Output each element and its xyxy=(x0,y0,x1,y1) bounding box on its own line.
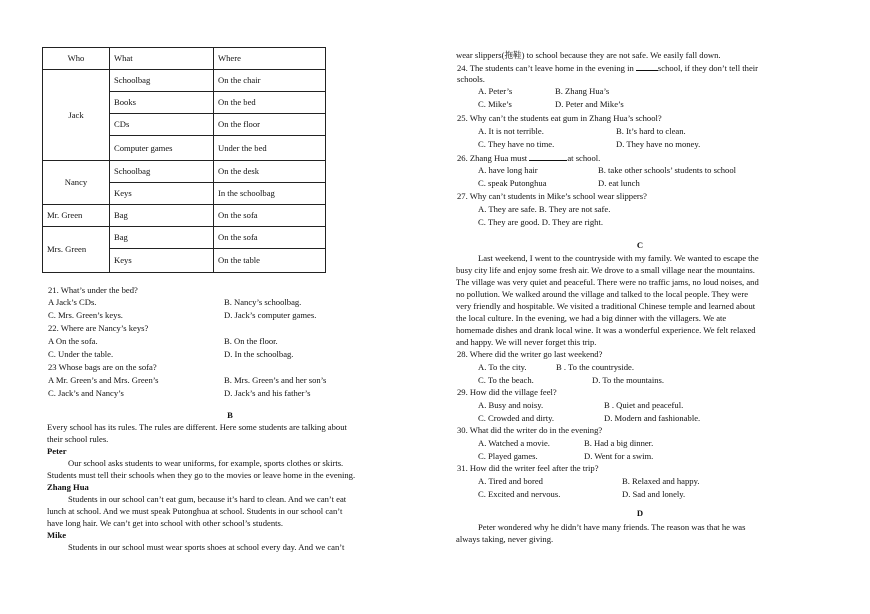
section-b-label: B xyxy=(227,410,233,420)
q28-option-c: C. To the beach. xyxy=(478,375,534,385)
q21-option-b: B. Nancy’s schoolbag. xyxy=(224,297,302,307)
q25-option-d: D. They have no money. xyxy=(616,139,701,149)
where-cell: On the desk xyxy=(214,161,326,183)
where-cell: On the sofa xyxy=(214,205,326,227)
section-c-label: C xyxy=(636,240,644,250)
peter-text: Students must tell their schools when they go to the movies or leave home in the evening. xyxy=(47,470,356,480)
table-row xyxy=(43,161,326,183)
q24-stem-part: 24. The students can’t leave home in the evening in xyxy=(457,63,634,73)
q23-stem: 23 Whose bags are on the sofa? xyxy=(48,362,157,372)
section-c-text: no pollution. We walked around the village and talked to the local people. They were xyxy=(456,289,749,299)
q28-option-b: B . To the countryside. xyxy=(556,362,635,372)
q29-option-c: C. Crowded and dirty. xyxy=(478,413,555,423)
q24-stem-part: school, if they don’t tell their xyxy=(657,63,759,73)
q25-stem: 25. Why can’t the students eat gum in Zhang Hua’s school? xyxy=(457,113,662,123)
answer-blank[interactable] xyxy=(529,151,567,161)
table-row xyxy=(43,227,326,249)
speaker-mike: Mike xyxy=(47,530,67,540)
q26-option-d: D. eat lunch xyxy=(598,178,640,188)
info-table xyxy=(42,47,326,273)
q23-option-c: C. Jack’s and Nancy’s xyxy=(48,388,124,398)
q26-option-c: C. speak Putonghua xyxy=(478,178,547,188)
q24-option-a: A. Peter’s xyxy=(478,86,513,96)
header-who: Who xyxy=(43,48,110,70)
q23-option-b: B. Mrs. Green’s and her son’s xyxy=(224,375,327,385)
q26-stem-part: at school. xyxy=(567,153,601,163)
q31-option-b: B. Relaxed and happy. xyxy=(622,476,700,486)
what-cell: Keys xyxy=(110,183,214,205)
table-header-row xyxy=(43,48,326,70)
zhang-text: lunch at school. And we must speak Putonghua at school. Students in our school can’t xyxy=(47,506,343,516)
zhang-text: have long hair. We can’t get into school with other school’s students. xyxy=(47,518,283,528)
section-d-text: always taking, never giving. xyxy=(456,534,554,544)
q26-option-b: B. take other schools’ students to school xyxy=(598,165,737,175)
q31-option-c: C. Excited and nervous. xyxy=(478,489,561,499)
q24-option-d: D. Peter and Mike’s xyxy=(555,99,624,109)
who-cell: Mr. Green xyxy=(43,205,110,227)
answer-blank[interactable] xyxy=(636,61,658,71)
what-cell: Bag xyxy=(110,227,214,249)
q30-option-c: C. Played games. xyxy=(478,451,538,461)
q21-option-a: A Jack’s CDs. xyxy=(48,297,97,307)
q23-option-a: A Mr. Green’s and Mrs. Green’s xyxy=(48,375,159,385)
q27-stem: 27. Why can’t students in Mike’s school wear slippers? xyxy=(457,191,647,201)
q26-option-a: A. have long hair xyxy=(478,165,538,175)
where-cell: On the sofa xyxy=(214,227,326,249)
q29-option-d: D. Modern and fashionable. xyxy=(604,413,701,423)
q30-option-a: A. Watched a movie. xyxy=(478,438,550,448)
q22-option-a: A On the sofa. xyxy=(48,336,98,346)
q29-option-b: B . Quiet and peaceful. xyxy=(604,400,684,410)
section-b-intro: their school rules. xyxy=(47,434,109,444)
who-cell: Mrs. Green xyxy=(43,227,110,273)
section-c-text: and happy. We will never forget this trip. xyxy=(456,337,597,347)
q30-option-d: D. Went for a swim. xyxy=(584,451,654,461)
q27-options-ab: A. They are safe. B. They are not safe. xyxy=(478,204,611,214)
section-c-text: busy city life and enjoy some fresh air. We drove to a small village near the mountains. xyxy=(456,265,755,275)
where-cell: On the chair xyxy=(214,70,326,92)
section-c-text: very friendly and hospitable. We visited a traditional Chinese temple and learned about xyxy=(456,301,756,311)
section-c-text: The village was very quiet and peaceful. There were no traffic jams, no loud noises, and xyxy=(456,277,759,287)
q28-option-d: D. To the mountains. xyxy=(592,375,665,385)
speaker-zhang-hua: Zhang Hua xyxy=(47,482,89,492)
section-c-text: Last weekend, I went to the countryside with my family. We wanted to escape the xyxy=(478,253,759,263)
q24-stem: schools. xyxy=(457,74,485,84)
section-d-text: Peter wondered why he didn’t have many friends. The reason was that he was xyxy=(478,522,746,532)
table-row xyxy=(43,205,326,227)
q25-option-a: A. It is not terrible. xyxy=(478,126,544,136)
header-where: Where xyxy=(214,48,326,70)
what-cell: Bag xyxy=(110,205,214,227)
what-cell: Computer games xyxy=(110,136,214,161)
section-d-label: D xyxy=(636,508,644,518)
q31-option-a: A. Tired and bored xyxy=(478,476,543,486)
q24-stem xyxy=(457,61,758,75)
header-what: What xyxy=(110,48,214,70)
q30-option-b: B. Had a big dinner. xyxy=(584,438,654,448)
where-cell: In the schoolbag xyxy=(214,183,326,205)
q22-option-c: C. Under the table. xyxy=(48,349,114,359)
q30-stem: 30. What did the writer do in the evening? xyxy=(457,425,603,435)
q26-stem-part: 26. Zhang Hua must xyxy=(457,153,528,163)
q22-option-b: B. On the floor. xyxy=(224,336,278,346)
peter-text: Our school asks students to wear uniforms, for example, sports clothes or skirts. xyxy=(68,458,344,468)
q24-option-b: B. Zhang Hua’s xyxy=(555,86,610,96)
q21-option-d: D. Jack’s computer games. xyxy=(224,310,317,320)
q21-stem: 21. What’s under the bed? xyxy=(48,285,138,295)
who-cell: Jack xyxy=(43,70,110,161)
q25-option-c: C. They have no time. xyxy=(478,139,555,149)
q25-option-b: B. It’s hard to clean. xyxy=(616,126,686,136)
q24-option-c: C. Mike’s xyxy=(478,99,512,109)
where-cell: On the bed xyxy=(214,92,326,114)
mike-text: wear slippers(拖鞋) to school because they are not safe. We easily fall down. xyxy=(456,50,721,60)
q23-option-d: D. Jack’s and his father’s xyxy=(224,388,311,398)
section-c-text: homemade dishes and drank local wine. It was a wonderful experience. We felt relaxed xyxy=(456,325,756,335)
who-cell: Nancy xyxy=(43,161,110,205)
q27-options-cd: C. They are good. D. They are right. xyxy=(478,217,603,227)
q31-stem: 31. How did the writer feel after the trip? xyxy=(457,463,599,473)
q31-option-d: D. Sad and lonely. xyxy=(622,489,686,499)
what-cell: Schoolbag xyxy=(110,161,214,183)
section-b-intro: Every school has its rules. The rules are different. Here some students are talking about xyxy=(47,422,347,432)
what-cell: Schoolbag xyxy=(110,70,214,92)
q29-option-a: A. Busy and noisy. xyxy=(478,400,544,410)
what-cell: Keys xyxy=(110,249,214,273)
where-cell: On the table xyxy=(214,249,326,273)
what-cell: Books xyxy=(110,92,214,114)
where-cell: On the floor xyxy=(214,114,326,136)
q22-stem: 22. Where are Nancy’s keys? xyxy=(48,323,149,333)
what-cell: CDs xyxy=(110,114,214,136)
zhang-text: Students in our school can’t eat gum, because it’s hard to clean. And we can’t eat xyxy=(68,494,347,504)
section-c-text: the local culture. In the evening, we had a big dinner with the villagers. We ate xyxy=(456,313,727,323)
where-cell: Under the bed xyxy=(214,136,326,161)
q29-stem: 29. How did the village feel? xyxy=(457,387,557,397)
mike-text: Students in our school must wear sports shoes at school every day. And we can’t xyxy=(68,542,345,552)
speaker-peter: Peter xyxy=(47,446,67,456)
q22-option-d: D. In the schoolbag. xyxy=(224,349,294,359)
q28-stem: 28. Where did the writer go last weekend? xyxy=(457,349,603,359)
table-row xyxy=(43,70,326,92)
q21-option-c: C. Mrs. Green’s keys. xyxy=(48,310,123,320)
q28-option-a: A. To the city. xyxy=(478,362,527,372)
q26-stem xyxy=(457,151,600,165)
